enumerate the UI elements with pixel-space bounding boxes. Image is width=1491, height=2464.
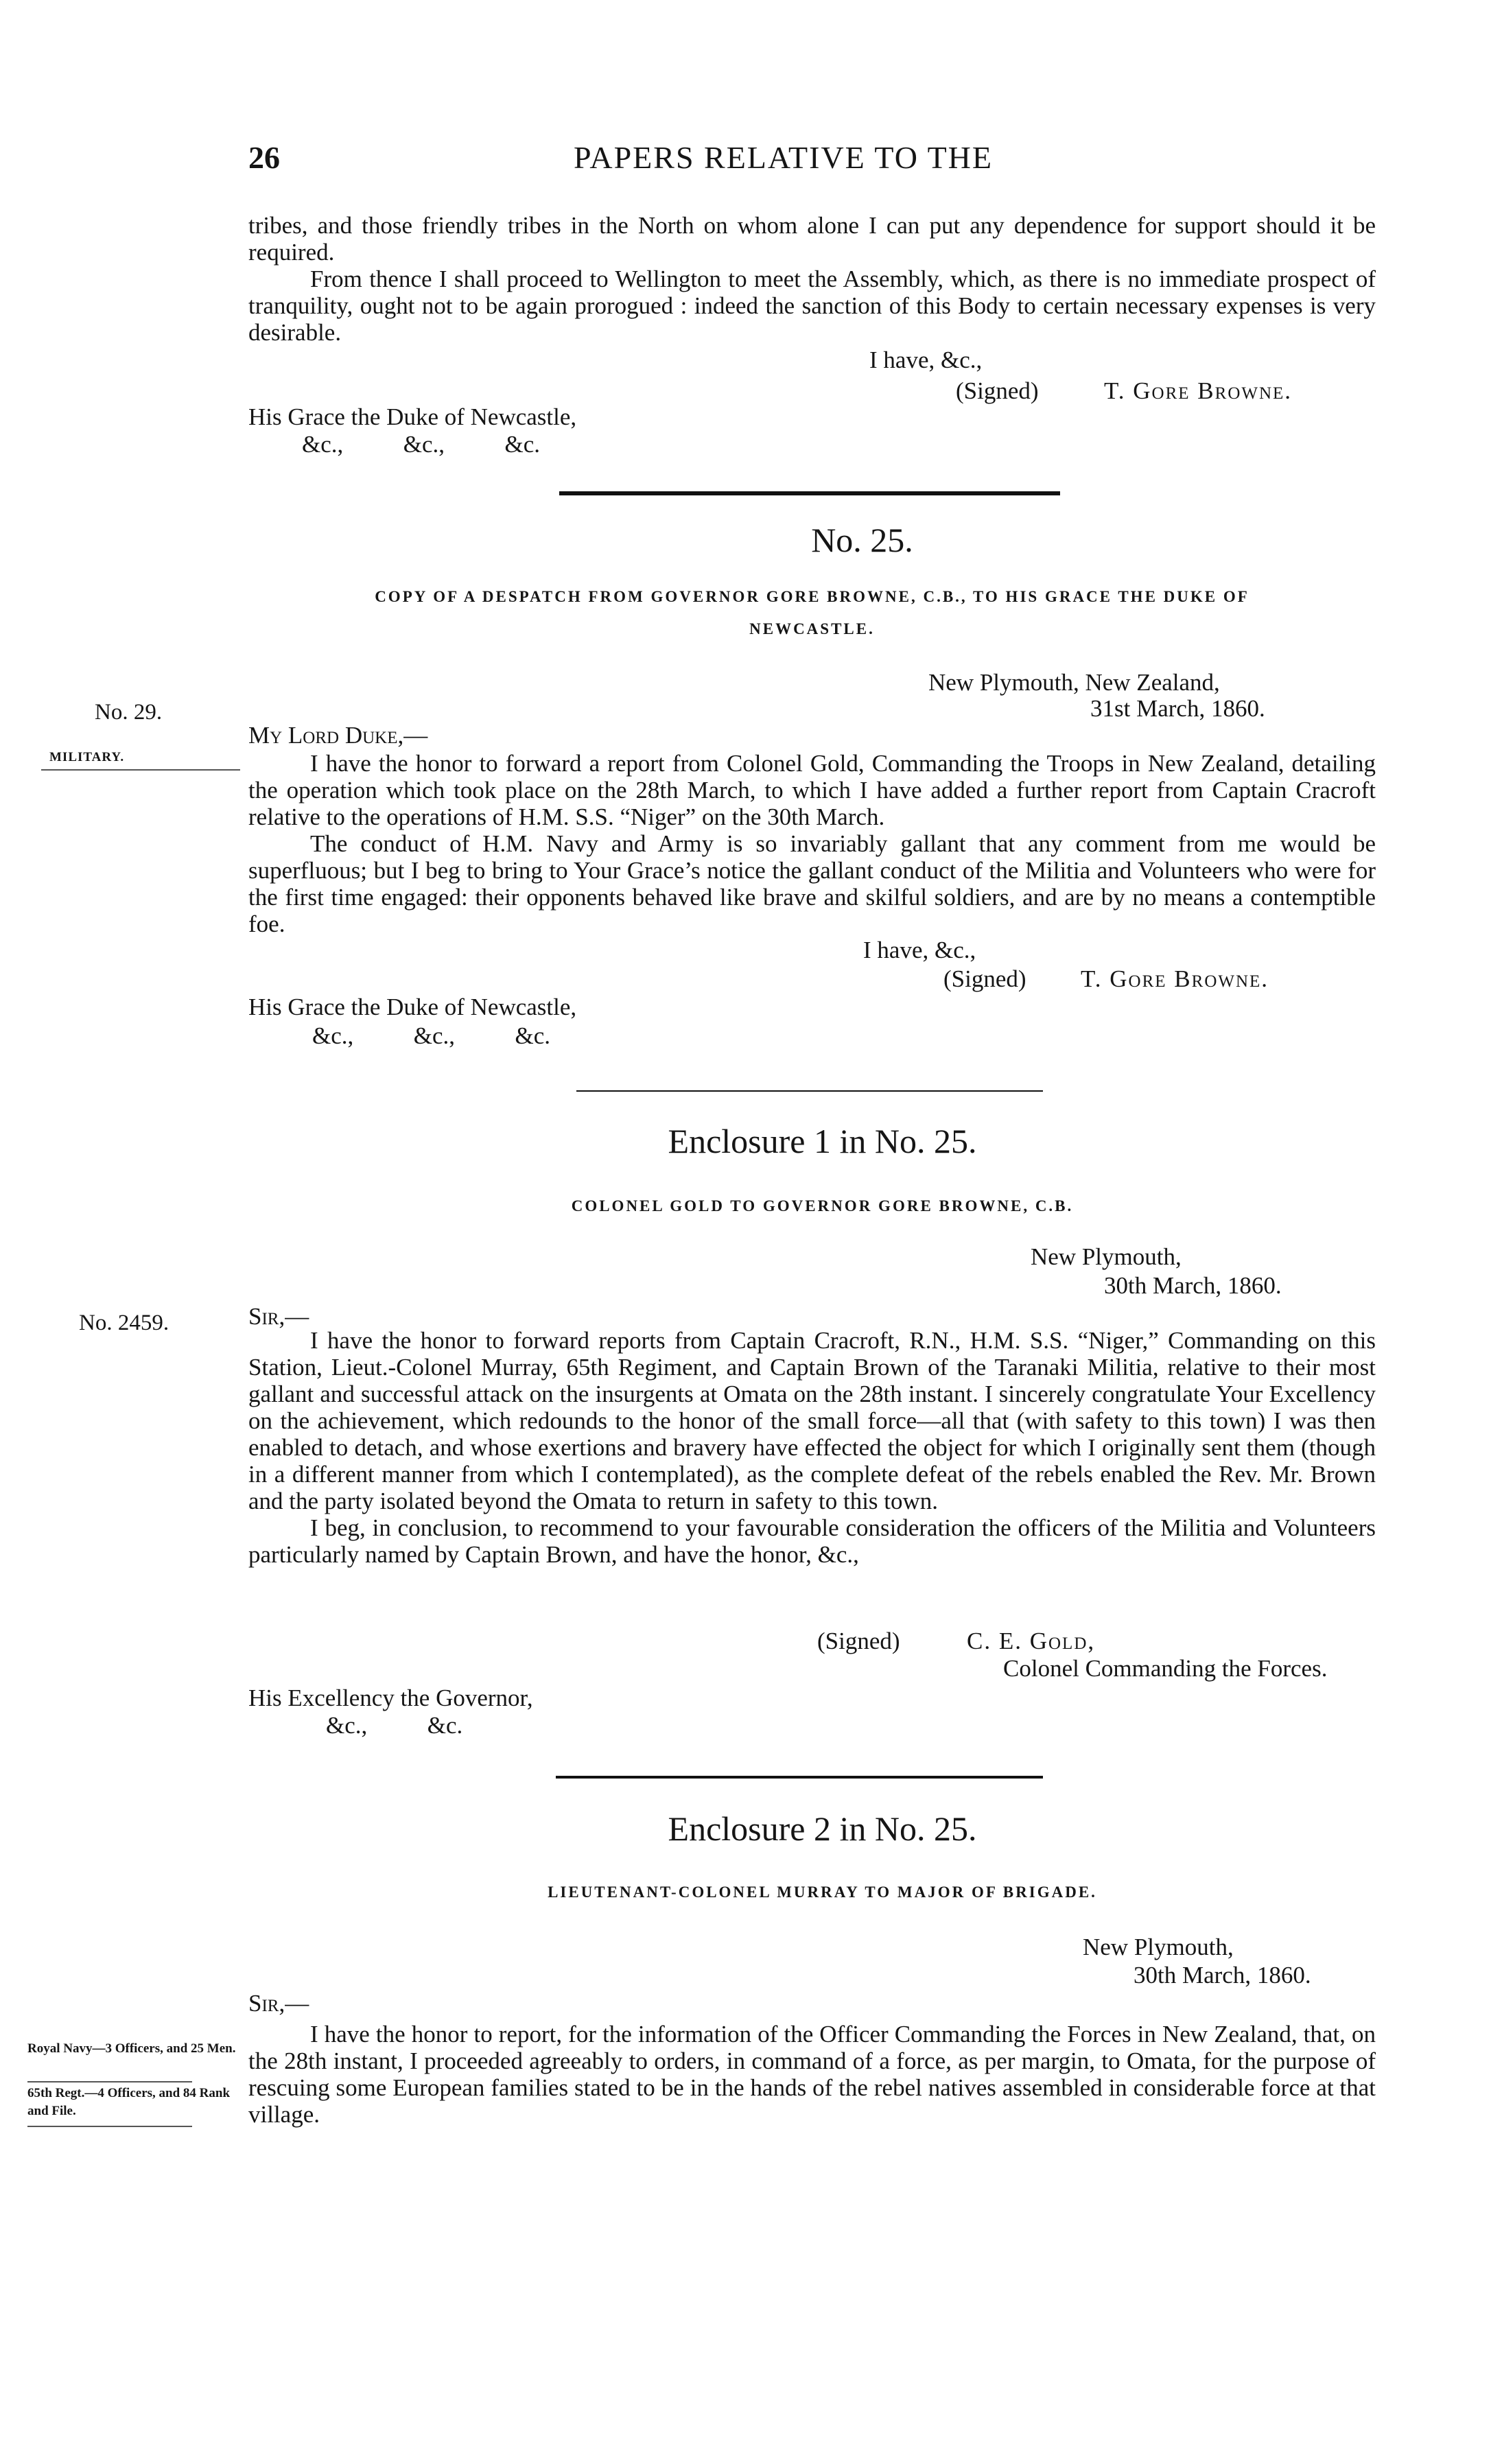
paragraph: I have the honor to forward reports from Captain Cracroft, R.N., H.M. S.S. “Niger,” Commanding on this Station, Lieut.-Colonel Murray, 65th Regiment, and Captain Brown of the Taranaki Militia, relative to their most gallant and successful attack on the insurgents at Omata on the 28th instant. I sincerely congratulate Your Excellency on the achievement, which redounds to the honor of the small force—all that (with safety to this town) I was then enabled to detach, and whose exertions and bravery have effected the object for which I originally sent them (though in a different manner from which I contemplated), as the complete defeat of the rebels enabled the Rev. Mr. Brown and the party isolated beyond the Omata to return in safety to this town.: [248, 1327, 1376, 1514]
paragraph: tribes, and those friendly tribes in the North on whom alone I can put any dependence for support should it be required.: [248, 212, 1376, 266]
signed-label: (Signed): [817, 1628, 900, 1654]
despatch-body: [248, 750, 1376, 937]
margin-number: No. 2459.: [79, 1311, 169, 1335]
salutation: Sir,—: [248, 1303, 309, 1330]
divider-rule: [576, 1090, 1043, 1092]
margin-label: MILITARY.: [49, 750, 125, 764]
place-line: New Plymouth,: [1083, 1934, 1234, 1960]
margin-note-regiment: 65th Regt.—4 Officers, and 84 Rank and File.: [27, 2086, 231, 2118]
date-line: 30th March, 1860.: [1104, 1272, 1282, 1299]
paragraph: The conduct of H.M. Navy and Army is so invariably gallant that any comment from me would be superfluous; but I beg to bring to Your Grace’s notice the gallant conduct of the Militia and Volunteers who were for the first time engaged: their opponents behaved like brave and skilful soldiers, and are by no means a contemptible foe.: [248, 830, 1376, 937]
salutation: My Lord Duke,—: [248, 722, 428, 749]
closing: I have, &c.,: [869, 347, 983, 373]
salutation: Sir,—: [248, 1990, 309, 2017]
etc-line: &c., &c., &c.: [302, 431, 541, 458]
signature: T. Gore Browne.: [1104, 377, 1293, 404]
place-line: New Plymouth,: [1031, 1243, 1182, 1270]
enclosure-body: [248, 1327, 1376, 1568]
paragraph: I have the honor to forward a report from Colonel Gold, Commanding the Troops in New Zealand, detailing the operation which took place on the 28th March, to which I have added a further report from Captain Cracroft relative to the operations of H.M. S.S. “Niger” on the 30th March.: [248, 750, 1376, 830]
divider-rule: [559, 491, 1060, 495]
date-line: 30th March, 1860.: [1134, 1962, 1311, 1988]
margin-dash: [27, 2081, 192, 2082]
enclosure-heading: Enclosure 1 in No. 25.: [668, 1122, 977, 1160]
page-number: 26: [248, 140, 280, 175]
margin-dash: [27, 2126, 192, 2127]
paragraph: I have the honor to report, for the information of the Officer Commanding the Forces in New Zealand, that, on the 28th instant, I proceeded agreeably to orders, in command of a force, as per margin, to Omata, for the purpose of rescuing some European families stated to be in the hands of the rebel natives assembled in considerable force at that village.: [248, 2021, 1376, 2128]
signed-label: (Signed): [943, 965, 1026, 992]
document-number: No. 25.: [811, 521, 913, 559]
etc-line: &c., &c., &c.: [312, 1022, 551, 1049]
divider-rule: [556, 1776, 1043, 1779]
paragraph: I beg, in conclusion, to recommend to your favourable consideration the officers of the Militia and Volunteers particularly named by Captain Brown, and have the honor, &c.,: [248, 1514, 1376, 1568]
margin-number: No. 29.: [95, 700, 163, 725]
date-line: 31st March, 1860.: [1090, 695, 1265, 722]
closing: I have, &c.,: [863, 937, 976, 963]
etc-line: &c., &c.: [326, 1712, 463, 1739]
enclosure-subheading: LIEUTENANT-COLONEL MURRAY TO MAJOR OF BRIGADE.: [548, 1884, 1097, 1901]
despatch-title-line1: COPY OF A DESPATCH FROM GOVERNOR GORE BROWNE, C.B., TO HIS GRACE THE DUKE OF: [375, 588, 1249, 605]
addressee: His Grace the Duke of Newcastle,: [248, 403, 577, 430]
enclosure-heading: Enclosure 2 in No. 25.: [668, 1809, 977, 1848]
margin-dash: [41, 769, 240, 771]
place-line: New Plymouth, New Zealand,: [928, 669, 1220, 696]
enclosure-body: [248, 2021, 1376, 2128]
continuation-text: [248, 212, 1376, 346]
enclosure-subheading: COLONEL GOLD TO GOVERNOR GORE BROWNE, C.B.: [571, 1197, 1074, 1215]
addressee: His Excellency the Governor,: [248, 1685, 533, 1711]
signature-title: Colonel Commanding the Forces.: [1003, 1655, 1328, 1682]
running-title: PAPERS RELATIVE TO THE: [574, 140, 994, 175]
signature: T. Gore Browne.: [1081, 965, 1269, 992]
paragraph: From thence I shall proceed to Wellington to meet the Assembly, which, as there is no immediate prospect of tranquility, ought not to be again prorogued : indeed the sanction of this Body to certain necessary expenses is very desirable.: [248, 266, 1376, 346]
margin-note-navy: Royal Navy—3 Officers, and 25 Men.: [27, 2041, 236, 2056]
signed-label: (Signed): [956, 377, 1039, 404]
addressee: His Grace the Duke of Newcastle,: [248, 994, 577, 1020]
despatch-title-line2: NEWCASTLE.: [749, 620, 875, 637]
signature: C. E. Gold,: [967, 1628, 1096, 1654]
